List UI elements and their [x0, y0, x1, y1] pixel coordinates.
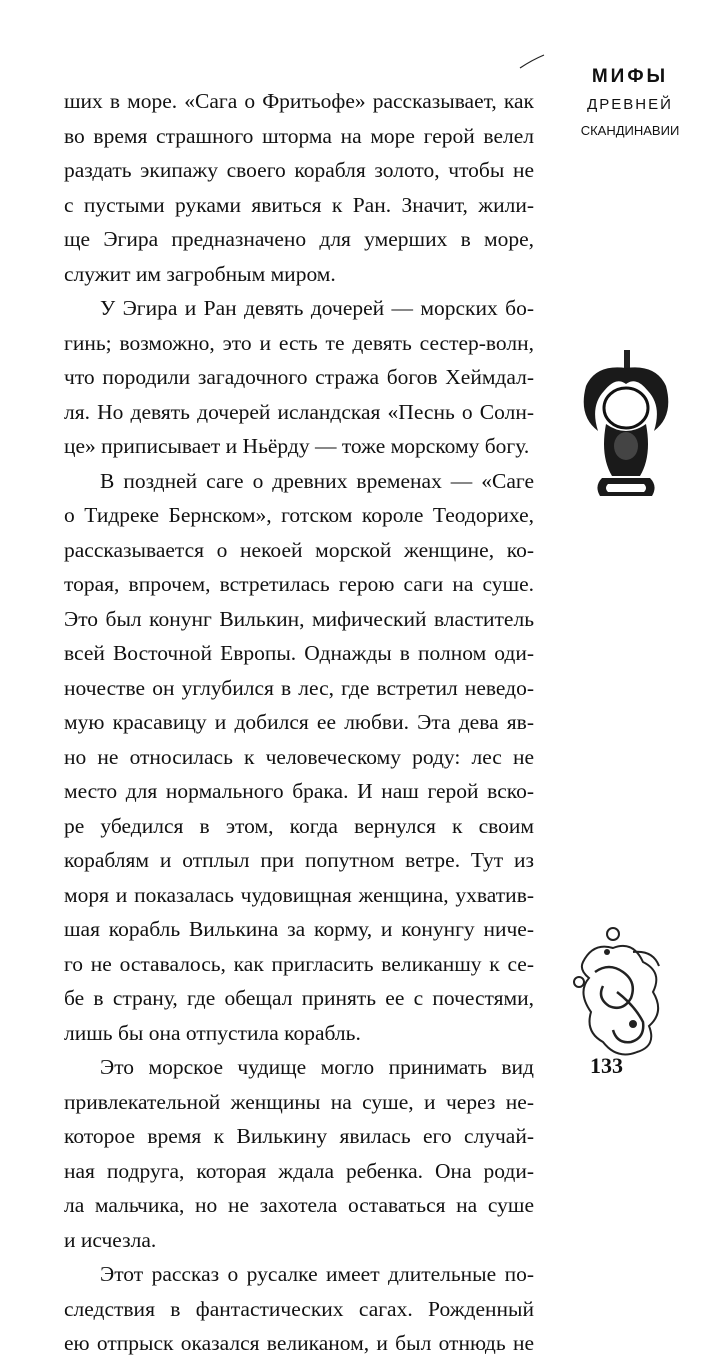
text-line: которое время к Вилькину явилась его случай- — [64, 1124, 534, 1148]
text-line: с пустыми руками явиться к Ран. Значит, жили- — [64, 192, 534, 217]
text-line: Этот рассказ о русалке имеет длительные по- — [100, 1262, 534, 1286]
text-line: торая, впрочем, встретилась герою саги на суше. — [64, 572, 534, 596]
body-text — [64, 84, 534, 1361]
text-line: гинь; возможно, это и есть те девять сестер-волн, — [64, 330, 534, 355]
header-subtitle: ДРЕВНЕЙ — [587, 96, 673, 113]
text-line: ще Эгира предназначено для умерших в море, — [64, 227, 534, 251]
pen-stroke-mark — [518, 52, 546, 72]
text-line: лишь бы она отпустила корабль. — [64, 1020, 361, 1045]
text-line: це» приписывает и Ньёрду — тоже морскому богу. — [64, 434, 530, 458]
text-line: ших в море. «Сага о Фритьофе» рассказывает, как — [64, 89, 534, 113]
running-header — [560, 62, 700, 138]
text-line: и исчезла. — [64, 1227, 157, 1252]
text-line: рассказывается о некоей морской женщине, ко- — [64, 537, 534, 562]
text-line: но не относилась к человеческому роду: лес не — [64, 744, 534, 769]
header-title: МИФЫ — [591, 66, 669, 87]
page-number: 133 — [590, 1053, 623, 1078]
text-line: ла мальчика, но не захотела оставаться на суше — [64, 1193, 534, 1217]
text-line: о Тидреке Бернском», готском короле Теодорихе, — [64, 503, 534, 527]
text-line: Это морское чудище могло принимать вид — [100, 1055, 534, 1079]
text-line: ночестве он углубился в лес, где встретил неведо- — [64, 675, 534, 700]
text-line: во время страшного шторма на море герой велел — [64, 123, 534, 148]
paragraph — [64, 1050, 534, 1257]
text-line: шая корабль Вилькина за корму, и конунгу ниче- — [64, 917, 534, 941]
text-line: что породили загадочного стража богов Хеймдал- — [64, 365, 534, 389]
text-line: ею отпрыск оказался великаном, и был отнюдь не — [64, 1331, 534, 1355]
text-line: привлекательной женщины на суше, и через не- — [64, 1089, 534, 1114]
text-line: го не оставалось, как пригласить великаншу к се- — [64, 951, 534, 976]
text-line: В поздней саге о древних временах — «Саге — [100, 468, 534, 493]
text-line: ля. Но девять дочерей исландская «Песнь о Солн- — [64, 399, 534, 424]
text-line: всей Восточной Европы. Однажды в полном оди- — [64, 641, 534, 665]
text-line: моря и показалась чудовищная женщина, ухватив- — [64, 882, 534, 907]
text-line: У Эгира и Ран девять дочерей — морских бо- — [100, 296, 534, 320]
amulet-illustration — [576, 346, 676, 506]
paragraph — [64, 291, 534, 464]
text-line: мую красавицу и добился ее любви. Эта дева яв- — [64, 710, 534, 734]
text-line: раздать экипажу своего корабля золото, чтобы не — [64, 158, 534, 182]
text-line: кораблям и отплыл при попутном ветре. Тут из — [64, 848, 534, 872]
paragraph — [64, 1257, 534, 1361]
text-line: бе в страну, где обещал принять ее с почестями, — [64, 986, 534, 1010]
text-line: место для нормального брака. И наш герой вско- — [64, 779, 534, 803]
text-line: ре убедился в этом, когда вернулся к своим — [64, 813, 534, 838]
ornament-illustration — [573, 922, 673, 1062]
paragraph — [64, 84, 534, 291]
text-line: Это был конунг Вилькин, мифический властитель — [64, 606, 534, 631]
paragraph — [64, 464, 534, 1051]
header-subtitle-2: СКАНДИНАВИИ — [580, 123, 680, 138]
text-line: следствия в фантастических сагах. Рожденный — [64, 1296, 534, 1321]
text-line: служит им загробным миром. — [64, 261, 336, 286]
text-line: ная подруга, которая ждала ребенка. Она роди- — [64, 1158, 534, 1183]
